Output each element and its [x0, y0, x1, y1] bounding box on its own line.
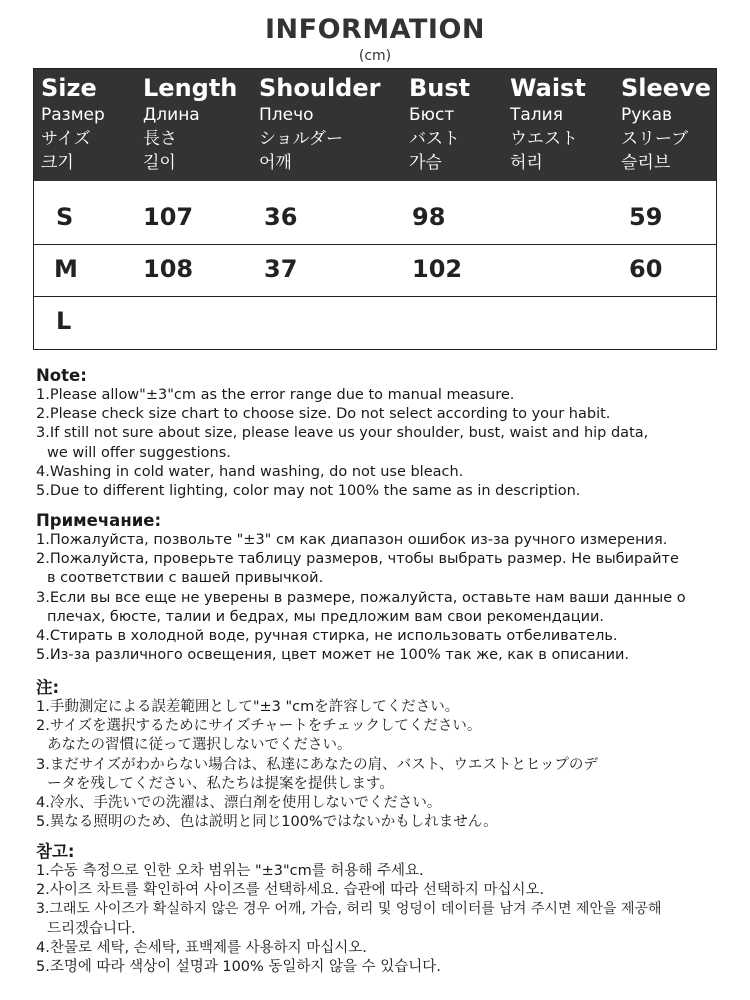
note-title: Примечание: — [36, 511, 162, 530]
header-label-en: Shoulder — [259, 74, 381, 102]
header-label-en: Size — [41, 74, 97, 102]
note-line: 5.異なる照明のため、色は説明と同じ100%ではないかもしれません。 — [36, 814, 498, 831]
note-line: 4.冷水、手洗いでの洗濯は、漂白剤を使用しないでください。 — [36, 795, 442, 812]
note-line: we will offer suggestions. — [47, 444, 231, 461]
header-label-ja: バスト — [409, 129, 460, 149]
note-japanese — [36, 678, 736, 832]
header-label-ru: Длина — [143, 105, 200, 125]
table-row — [34, 193, 716, 245]
note-line: ータを残してください、私たちは提案を提供します。 — [47, 775, 394, 792]
header-label-ru: Рукав — [621, 105, 673, 125]
note-line: 5.Due to different lighting, color may not 100% the same as in description. — [36, 483, 581, 500]
note-line: 2.Пожалуйста, проверьте таблицу размеров, чтобы выбрать размер. Не выбирайте — [36, 551, 679, 568]
header-label-ja: スリーブ — [621, 129, 689, 149]
note-line: 5.조명에 따라 색상이 설명과 100% 동일하지 않을 수 있습니다. — [36, 959, 441, 976]
page-title: INFORMATION — [264, 14, 485, 45]
header-label-en: Bust — [409, 74, 471, 102]
note-line: 2.사이즈 차트를 확인하여 사이즈를 선택하세요. 습관에 따라 선택하지 마십시오. — [36, 882, 545, 899]
header-label-ru: Талия — [510, 105, 563, 125]
note-russian — [36, 511, 736, 665]
note-line: 1.手動測定による誤差範囲として"±3 "cmを許容してください。 — [36, 699, 460, 715]
note-title: 注: — [36, 678, 60, 697]
note-line: 4.찬물로 세탁, 손세탁, 표백제를 사용하지 마십시오. — [36, 939, 367, 956]
note-line: 3.まだサイズがわからない場合は、私達にあなたの肩、バスト、ウエストとヒップのデ — [36, 756, 598, 773]
note-line: 3.Если вы все еще не уверены в размере, пожалуйста, оставьте нам ваши данные о — [36, 589, 686, 606]
size-chart-table — [33, 68, 717, 350]
header-label-ko: 길이 — [143, 153, 176, 173]
note-line: 1.Пожалуйста, позвольте "±3" см как диапазон ошибок из-за ручного измерения. — [36, 532, 668, 548]
note-line: 드리겠습니다. — [47, 920, 136, 937]
size-cell: S — [56, 203, 74, 231]
note-line: в соответствии с вашей привычкой. — [47, 570, 324, 587]
header-label-ko: 크기 — [41, 153, 74, 173]
header-label-en: Sleeve — [621, 74, 711, 102]
header-label-ja: 長さ — [143, 129, 177, 149]
size-cell: M — [54, 255, 78, 283]
note-korean — [36, 842, 736, 977]
note-line: плечах, бюсте, талии и бедрах, мы предложим вам свои рекомендации. — [47, 608, 605, 625]
table-header — [34, 69, 716, 181]
header-length — [143, 73, 237, 175]
note-line: 5.Из-за различного освещения, цвет может не 100% так же, как в описании. — [36, 647, 630, 664]
note-line: 4.Стирать в холодной воде, ручная стирка, не использовать отбеливатель. — [36, 628, 618, 645]
note-line: 2.Please check size chart to choose size. Do not select according to your habit. — [36, 406, 611, 423]
header-label-ru: Плечо — [259, 105, 314, 125]
note-line: 4.Washing in cold water, hand washing, do not use bleach. — [36, 463, 464, 480]
note-title: 참고: — [36, 842, 75, 861]
header-label-ja: ショルダー — [259, 129, 343, 149]
header-label-ko: 허리 — [510, 153, 543, 173]
header-label-en: Waist — [510, 74, 586, 102]
header-waist — [510, 73, 586, 175]
note-title: Note: — [36, 366, 87, 385]
bust-cell: 102 — [412, 255, 463, 283]
header-shoulder — [259, 73, 380, 175]
header-sleeve — [621, 73, 711, 175]
note-line: 3.그래도 사이즈가 확실하지 않은 경우 어깨, 가슴, 허리 및 엉덩이 데이터를 남겨 주시면 제안을 제공해 — [36, 901, 662, 918]
note-line: 3.If still not sure about size, please leave us your shoulder, bust, waist and hip data, — [36, 425, 649, 442]
sleeve-cell: 59 — [629, 203, 663, 231]
bust-cell: 98 — [412, 203, 446, 231]
header-label-ru: Бюст — [409, 105, 455, 125]
header-label-ja: サイズ — [41, 129, 91, 149]
header-label-ko: 어깨 — [259, 153, 292, 173]
note-line: 1.Please allow"±3"cm as the error range due to manual measure. — [36, 387, 515, 403]
shoulder-cell: 37 — [264, 255, 298, 283]
note-line: 2.サイズを選択するためにサイズチャートをチェックしてください。 — [36, 718, 482, 735]
header-label-ja: ウエスト — [510, 129, 578, 149]
note-line: あなたの習慣に従って選択しないでください。 — [47, 737, 352, 754]
shoulder-cell: 36 — [264, 203, 298, 231]
length-cell: 108 — [143, 255, 194, 283]
header-label-en: Length — [143, 74, 238, 102]
unit-label: (cm) — [358, 48, 392, 64]
header-size — [41, 73, 105, 175]
size-cell: L — [56, 307, 72, 335]
header-label-ko: 가슴 — [409, 153, 442, 173]
header-label-ko: 슬리브 — [621, 153, 671, 173]
table-row — [34, 297, 716, 349]
note-line: 1.수동 측정으로 인한 오차 범위는 "±3"cm를 허용해 주세요. — [36, 863, 424, 879]
header-bust — [409, 73, 470, 175]
table-row — [34, 245, 716, 297]
note-english — [36, 366, 736, 501]
length-cell: 107 — [143, 203, 194, 231]
sleeve-cell: 60 — [629, 255, 663, 283]
header-label-ru: Размер — [41, 105, 105, 125]
